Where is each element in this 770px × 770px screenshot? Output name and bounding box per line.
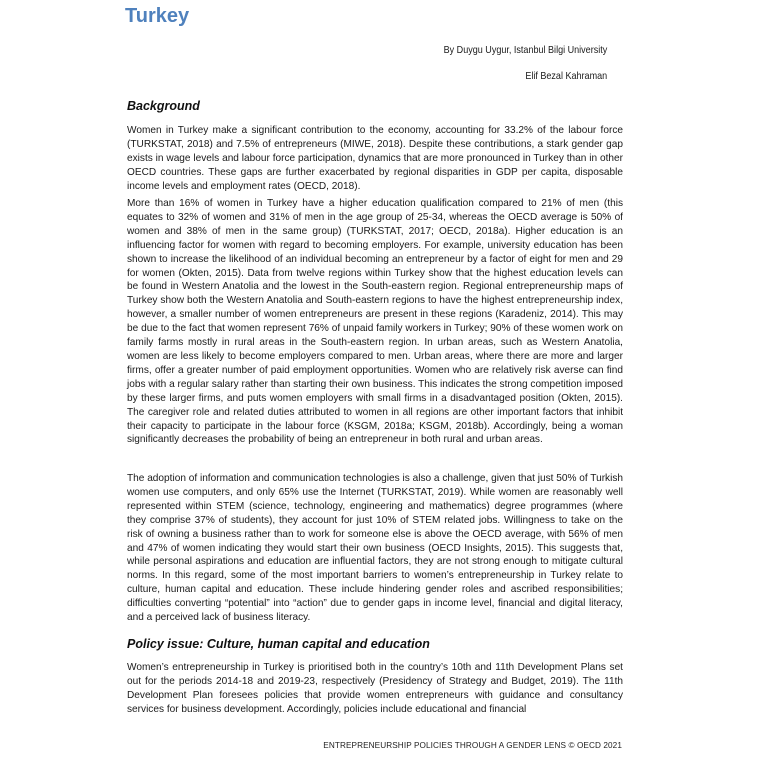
section-heading-background: Background	[127, 99, 200, 113]
body-paragraph: The adoption of information and communication technologies is also a challenge, given that just 50% of Turkish women use computers, and only 65% use the Internet (TURKSTAT, 2019). While women are reasonably well represented within STEM (science, technology, engineering and mathematics) degree programmes (where they comprise 37% of students), they account for just 10% of STEM related jobs. Willingness to take on the risk of owning a business rather than to work for someone else is above the OECD average, with 56% of men and 47% of women indicating they would start their own business (OECD Insights, 2015). This suggests that, while personal aspirations and education are influential factors, they are not strong enough to mitigate cultural norms. In this regard, some of the most important barriers to women’s entrepreneurship in Turkey relate to culture, human capital and education. These include hindering gender roles and ascribed responsibilities; difficulties converting “potential” into “action” due to gender gaps in income level, financial and digital literacy, and a perceived lack of business literacy.	[127, 473, 624, 624]
page-footer: ENTREPRENEURSHIP POLICIES THROUGH A GENDER LENS © OECD 2021	[323, 741, 622, 750]
body-paragraph: More than 16% of women in Turkey have a higher education qualification compared to 21% of men (this equates to 32% of women and 31% of men in the age group of 25-34, whereas the OECD average is 50% of women and 38% of men in the same group) (TURKSTAT, 2017; OECD, 2018a). Higher education is an influencing factor for women with regard to becoming employers. For example, university education has been shown to increase the likelihood of an individual becoming an entrepreneur by a factor of eight for men and 29 for women (Okten, 2015). Data from twelve regions within Turkey show that the highest education levels can be found in Western Anatolia and the lowest in the South-eastern region. Regional entrepreneurship maps of Turkey show both the Western Anatolia and South-eastern regions to have the highest entrepreneurship index, however, a smaller number of women entrepreneurs are present in these regions (Karadeniz, 2014). This may be due to the fact that women represent 76% of unpaid family workers in Turkey; 90% of these women work on family farms mostly in rural areas in the South-eastern region. In urban areas, such as Western Anatolia, women are less likely to become employers compared to men. Urban areas, where there are more and larger firms, offer a greater number of paid employment opportunities. Women who are relatively risk averse can find jobs with a regular salary rather than starting their own business. This indicates the strong competition imposed by these larger firms, and puts women employers with small firms in a disadvantaged position (Okten, 2015). The caregiver role and related duties attributed to women in all regions are other important factors that inhibit their capacity to participate in the labour force (KSGM, 2018a; KSGM, 2018b). Accordingly, being a woman significantly decreases the probability of being an entrepreneur in both rural and urban areas.	[127, 198, 623, 446]
section-heading-policy-issue: Policy issue: Culture, human capital and education	[127, 637, 430, 651]
page-title: Turkey	[125, 5, 190, 27]
body-paragraph: Women in Turkey make a significant contribution to the economy, accounting for 33.2% of the labour force (TURKSTAT, 2018) and 7.5% of entrepreneurs (MIWE, 2018). Despite these contributions, a stark gender gap exists in wage levels and labour force participation, dynamics that are more pronounced in Turkey than in other OECD countries. These gaps are further exacerbated by regional disparities in GDP per capita, disposable income levels and employment rates (OECD, 2018).	[127, 125, 623, 192]
co-author-byline: Elif Bezal Kahraman	[525, 70, 607, 82]
body-paragraph: Women’s entrepreneurship in Turkey is prioritised both in the country’s 10th and 11th Development Plans set out for the periods 2014-18 and 2019-23, respectively (Presidency of Strategy and Budget, 2019). The 11th Development Plan foresees policies that provide women entrepreneurs with guidance and consultancy services for business development. Accordingly, policies include educational and financial	[127, 662, 623, 715]
author-byline: By Duygu Uygur, Istanbul Bilgi University	[443, 44, 607, 56]
